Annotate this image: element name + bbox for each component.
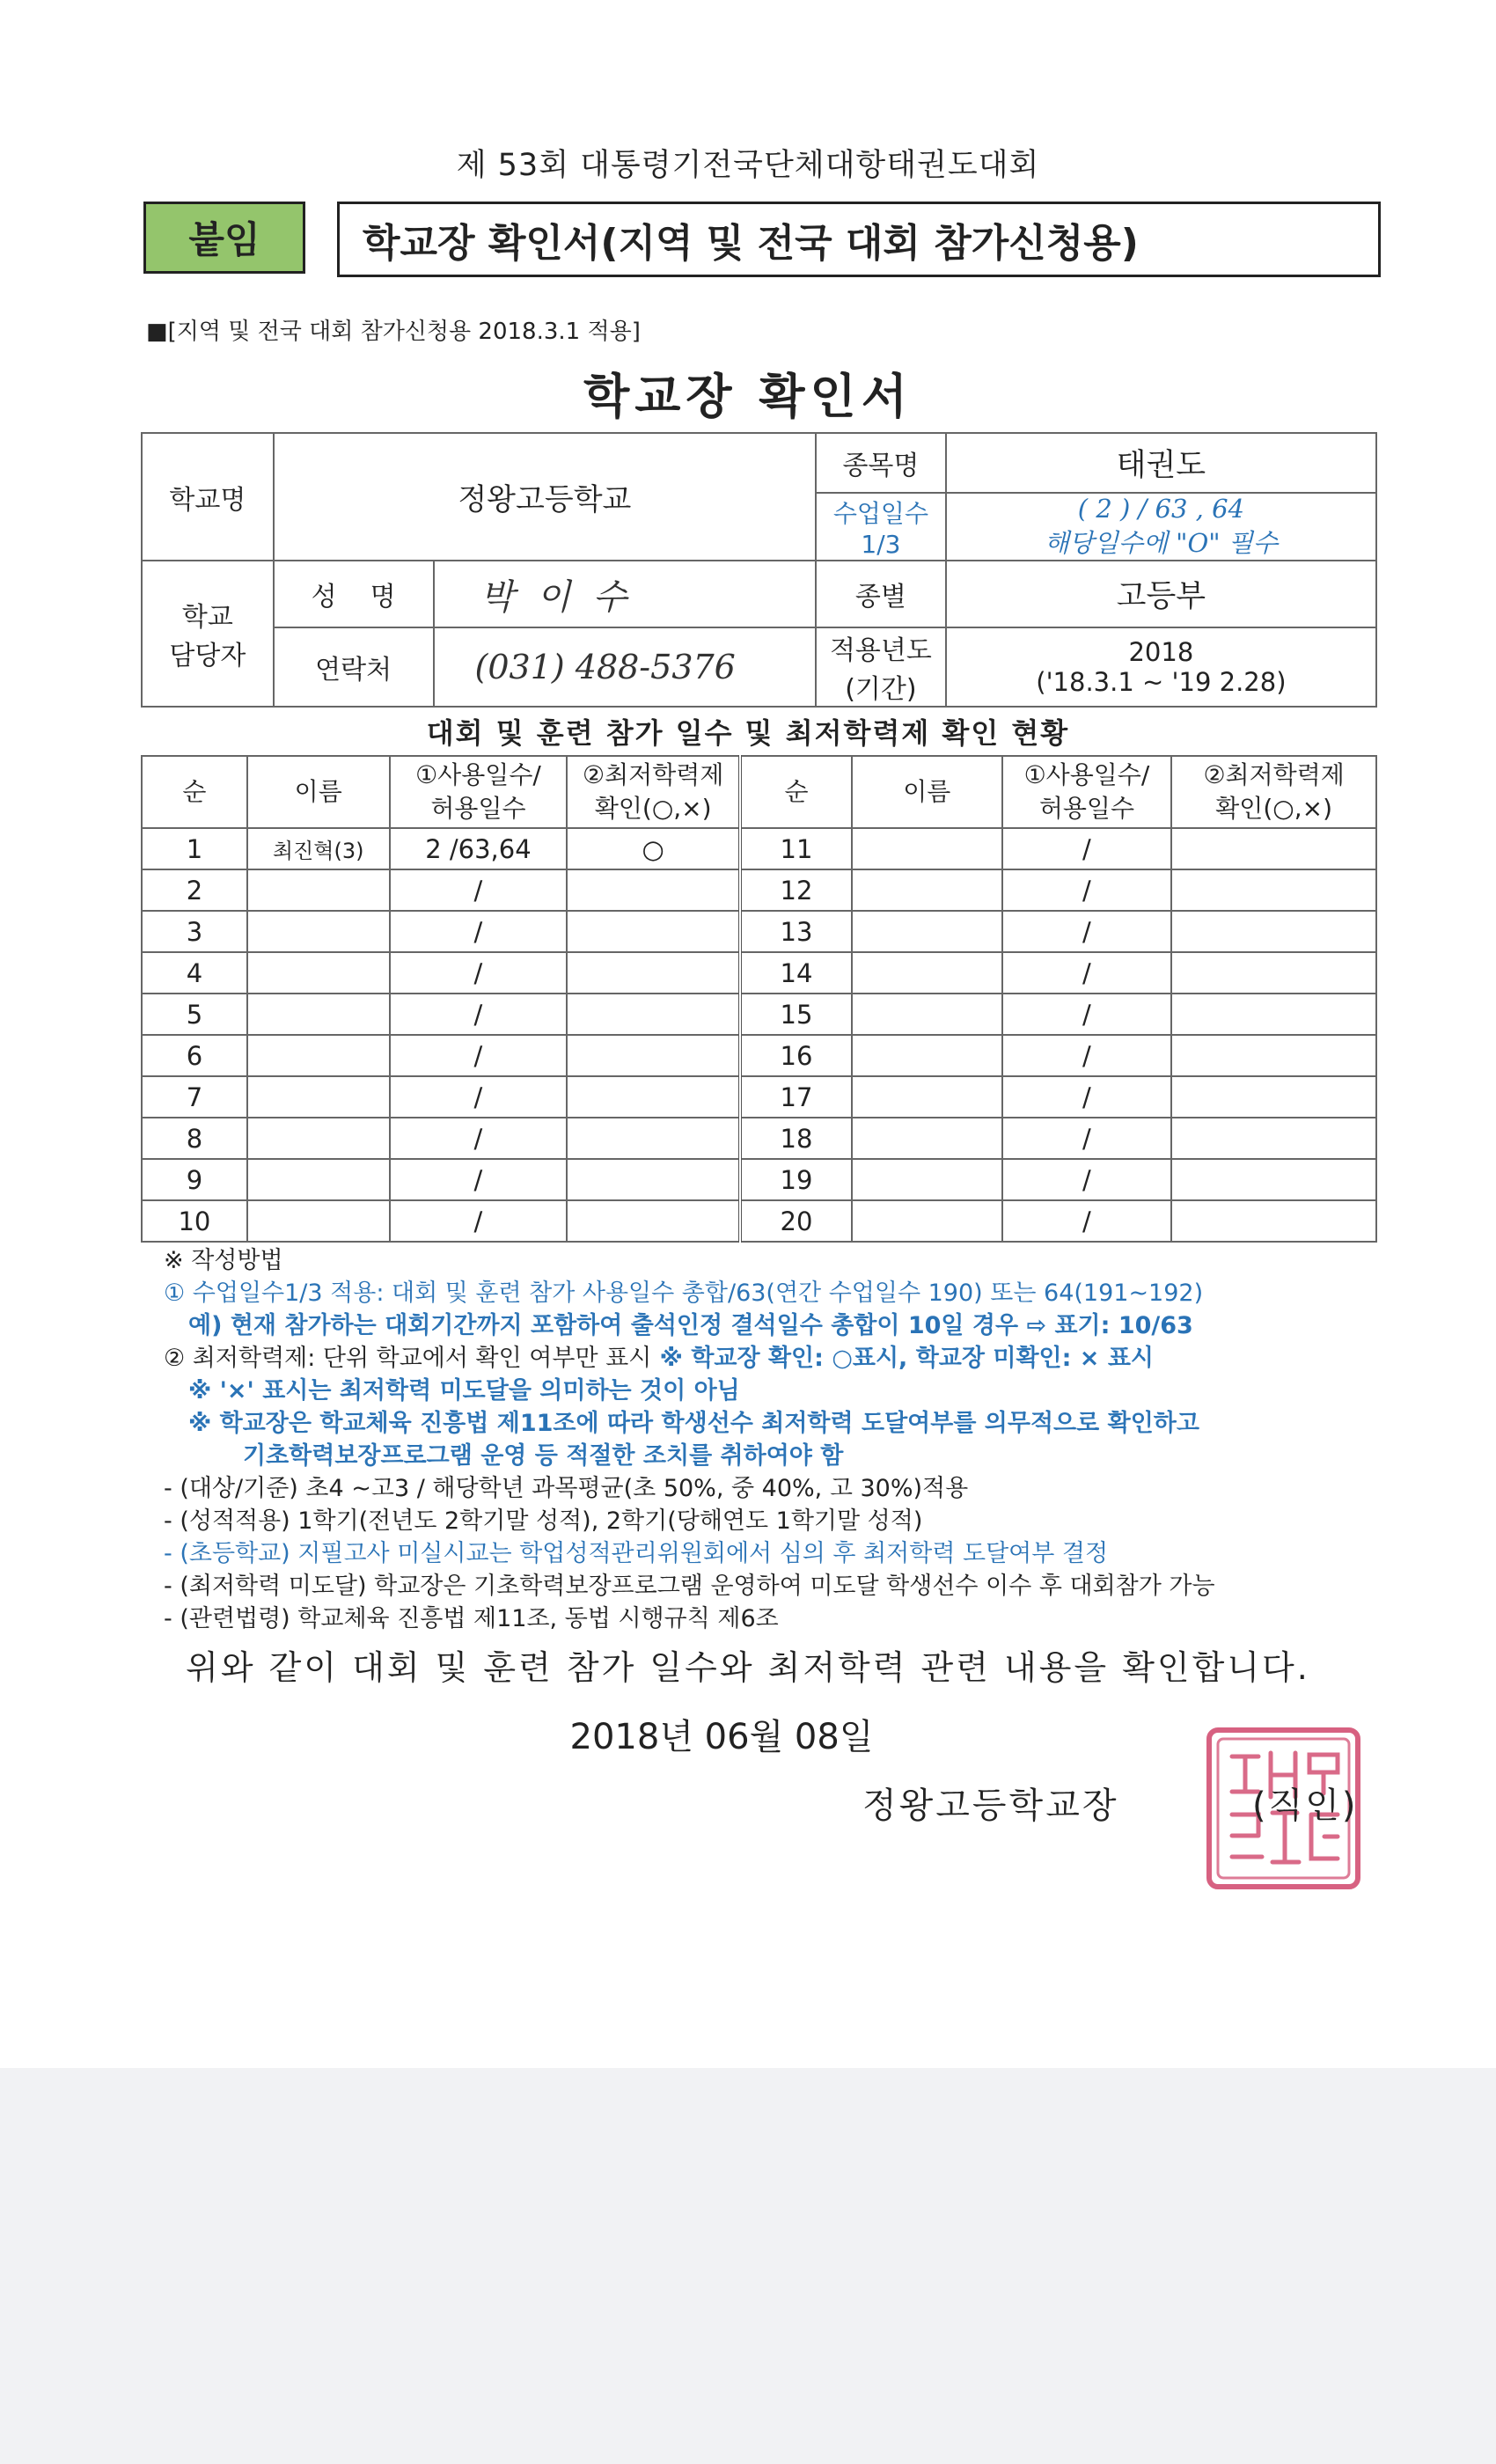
division-label: 종별	[816, 561, 946, 627]
row-no: 14	[740, 952, 852, 994]
row-name	[852, 828, 1002, 869]
header-days-right-1: ①사용일수/	[1023, 760, 1150, 789]
row-check	[567, 869, 740, 911]
row-check	[567, 911, 740, 952]
row-check	[1171, 952, 1376, 994]
principal-name: 정왕고등학교장	[862, 1786, 1119, 1826]
row-check	[1171, 1076, 1376, 1118]
note-2-a: ※ '×' 표시는 최저학력 미도달을 의미하는 것이 아님	[188, 1377, 740, 1404]
note-2-text: ② 최저학력제: 단위 학교에서 확인 여부만 표시	[164, 1345, 652, 1372]
row-check	[1171, 1035, 1376, 1076]
class-days-label-text: 수업일수	[832, 499, 929, 528]
row-days: 2 /63,64	[390, 828, 568, 869]
info-table	[141, 432, 1377, 708]
row-days: /	[1002, 952, 1172, 994]
row-name	[247, 1035, 390, 1076]
row-name	[852, 1159, 1002, 1200]
row-days: /	[1002, 869, 1172, 911]
name-label: 성 명	[274, 561, 434, 627]
class-days-note: 해당일수에 "O" 필수	[1044, 528, 1278, 558]
contact-label: 연락처	[274, 627, 434, 707]
participation-table	[141, 755, 1377, 1243]
row-name	[247, 1076, 390, 1118]
header-days-2: 허용일수	[430, 794, 526, 823]
header-days-right-2: 허용일수	[1038, 794, 1135, 823]
header-name-right: 이름	[852, 756, 1002, 828]
table-row	[142, 1118, 1376, 1159]
note-1: ① 수업일수1/3 적용: 대회 및 훈련 참가 사용일수 총합/63(연간 수업일수 190) 또는 64(191~192)	[164, 1280, 1204, 1307]
row-no: 7	[142, 1076, 247, 1118]
note-2-b: ※ 학교장은 학교체육 진흥법 제11조에 따라 학생선수 최저학력 도달여부를 의무적으로 확인하고	[188, 1410, 1199, 1437]
row-no: 3	[142, 911, 247, 952]
manager-name: 박 이 수	[434, 561, 817, 627]
header-days-1: ①사용일수/	[415, 760, 541, 789]
apply-note: ■[지역 및 전국 대회 참가신청용 2018.3.1 적용]	[146, 319, 641, 345]
detail-5: - (관련법령) 학교체육 진흥법 제11조, 동법 시행규칙 제6조	[164, 1605, 779, 1632]
row-name: 최진혁(3)	[247, 828, 390, 869]
row-name	[852, 911, 1002, 952]
row-check	[1171, 1200, 1376, 1242]
row-check	[1171, 1159, 1376, 1200]
row-check	[567, 1200, 740, 1242]
manager-label-2: 담당자	[169, 641, 246, 671]
detail-1: - (대상/기준) 초4 ~고3 / 해당학년 과목평균(초 50%, 중 40%, 고 30%)적용	[164, 1475, 969, 1502]
row-no: 12	[740, 869, 852, 911]
header-days	[390, 756, 568, 828]
row-check	[1171, 1118, 1376, 1159]
sport-label: 종목명	[816, 433, 946, 493]
row-name	[852, 1035, 1002, 1076]
row-name	[247, 869, 390, 911]
manager-label-1: 학교	[181, 602, 233, 633]
year: 2018	[1128, 637, 1194, 667]
row-name	[247, 1200, 390, 1242]
table-row	[142, 952, 1376, 994]
row-name	[247, 911, 390, 952]
detail-2: - (성적적용) 1학기(전년도 2학기말 성적), 2학기(당해연도 1학기말 성적)	[164, 1507, 923, 1535]
row-days: /	[390, 869, 568, 911]
row-no: 15	[740, 994, 852, 1035]
row-days: /	[1002, 1159, 1172, 1200]
note-2-marks: ※ 학교장 확인: ○표시, 학교장 미확인: × 표시	[651, 1345, 1154, 1372]
school-label: 학교명	[142, 433, 274, 561]
division-value: 고등부	[946, 561, 1376, 627]
row-no: 5	[142, 994, 247, 1035]
document-title: 학교장 확인서	[583, 369, 913, 424]
manager-label	[142, 561, 274, 707]
row-no: 8	[142, 1118, 247, 1159]
row-days: /	[390, 1035, 568, 1076]
year-label-1: 적용년도	[829, 635, 932, 666]
row-no: 2	[142, 869, 247, 911]
row-no: 11	[740, 828, 852, 869]
header-title: 학교장 확인서(지역 및 전국 대회 참가신청용)	[337, 202, 1381, 277]
school-name: 정왕고등학교	[274, 433, 816, 561]
class-days-label	[816, 493, 946, 561]
table-row	[142, 869, 1376, 911]
detail-4: - (최저학력 미도달) 학교장은 기초학력보장프로그램 운영하여 미도달 학생선수 이수 후 대회참가 가능	[164, 1573, 1215, 1600]
class-days-count: ( 2 ) / 63 , 64	[1077, 494, 1244, 524]
row-days: /	[1002, 1035, 1172, 1076]
contact-value: (031) 488-5376	[434, 627, 817, 707]
header-min-right-2: 확인(○,×)	[1215, 794, 1332, 823]
row-days: /	[1002, 1076, 1172, 1118]
row-days: /	[390, 1159, 568, 1200]
event-title: 제 53회 대통령기전국단체대항태권도대회	[456, 148, 1040, 183]
table-header-row	[142, 756, 1376, 828]
row-no: 1	[142, 828, 247, 869]
header-min-1: ②최저학력제	[583, 760, 724, 789]
header-min	[567, 756, 740, 828]
row-check	[567, 1035, 740, 1076]
note-1-example: 예) 현재 참가하는 대회기간까지 포함하여 출석인정 결석일수 총합이 10일 경우 ⇨ 표기: 10/63	[188, 1312, 1193, 1339]
row-name	[247, 952, 390, 994]
row-no: 10	[142, 1200, 247, 1242]
row-no: 13	[740, 911, 852, 952]
sport-value: 태권도	[946, 433, 1376, 493]
header-min-right-1: ②최저학력제	[1203, 760, 1345, 789]
row-days: /	[1002, 1200, 1172, 1242]
table-body	[142, 828, 1376, 1242]
table-row	[142, 1200, 1376, 1242]
signature-date: 2018년 06월 08일	[569, 1717, 874, 1757]
row-days: /	[390, 952, 568, 994]
row-check	[567, 994, 740, 1035]
row-check	[567, 952, 740, 994]
confirmation-text: 위와 같이 대회 및 훈련 참가 일수와 최저학력 관련 내용을 확인합니다.	[186, 1648, 1310, 1687]
notes-heading: ※ 작성방법	[164, 1247, 283, 1274]
class-days-fraction: 1/3	[861, 530, 901, 559]
row-name	[247, 1159, 390, 1200]
header-name: 이름	[247, 756, 390, 828]
page-background	[0, 2068, 1496, 2464]
row-no: 9	[142, 1159, 247, 1200]
year-value	[946, 627, 1376, 707]
row-no: 17	[740, 1076, 852, 1118]
row-no: 6	[142, 1035, 247, 1076]
note-2-b-cont: 기초학력보장프로그램 운영 등 적절한 조치를 취하여야 함	[243, 1442, 844, 1470]
header-no: 순	[142, 756, 247, 828]
year-period: ('18.3.1 ~ '19 2.28)	[1036, 667, 1287, 697]
header-no-right: 순	[740, 756, 852, 828]
table-row	[142, 1035, 1376, 1076]
row-days: /	[390, 994, 568, 1035]
row-check	[1171, 828, 1376, 869]
class-days-value	[946, 493, 1376, 561]
row-name	[247, 994, 390, 1035]
row-no: 19	[740, 1159, 852, 1200]
header-days-right	[1002, 756, 1172, 828]
row-name	[852, 1200, 1002, 1242]
row-days: /	[1002, 1118, 1172, 1159]
row-check: ○	[567, 828, 740, 869]
detail-3: - (초등학교) 지필고사 미실시교는 학업성적관리위원회에서 심의 후 최저학력 도달여부 결정	[164, 1540, 1109, 1567]
table-row	[142, 994, 1376, 1035]
table-row	[142, 1076, 1376, 1118]
row-check	[567, 1076, 740, 1118]
row-name	[852, 1076, 1002, 1118]
header-min-2: 확인(○,×)	[594, 794, 712, 823]
row-days: /	[390, 1076, 568, 1118]
row-name	[852, 994, 1002, 1035]
table-row	[142, 911, 1376, 952]
row-check	[1171, 911, 1376, 952]
row-no: 20	[740, 1200, 852, 1242]
row-days: /	[390, 1118, 568, 1159]
row-name	[852, 952, 1002, 994]
row-no: 4	[142, 952, 247, 994]
row-days: /	[390, 911, 568, 952]
section-title: 대회 및 훈련 참가 일수 및 최저학력제 확인 현황	[426, 716, 1070, 750]
row-no: 16	[740, 1035, 852, 1076]
row-check	[567, 1159, 740, 1200]
row-days: /	[1002, 994, 1172, 1035]
row-days: /	[1002, 911, 1172, 952]
header-min-right	[1171, 756, 1376, 828]
row-check	[1171, 869, 1376, 911]
row-days: /	[390, 1200, 568, 1242]
year-label	[816, 627, 946, 707]
table-row	[142, 828, 1376, 869]
row-name	[852, 869, 1002, 911]
row-no: 18	[740, 1118, 852, 1159]
year-label-2: (기간)	[845, 674, 917, 705]
row-days: /	[1002, 828, 1172, 869]
attachment-badge: 붙임	[143, 202, 305, 274]
seal-label: (직인)	[1252, 1786, 1359, 1826]
row-name	[852, 1118, 1002, 1159]
note-2	[164, 1342, 1396, 1375]
row-check	[567, 1118, 740, 1159]
table-row	[142, 1159, 1376, 1200]
row-name	[247, 1118, 390, 1159]
writing-instructions	[164, 1244, 1396, 1635]
row-check	[1171, 994, 1376, 1035]
